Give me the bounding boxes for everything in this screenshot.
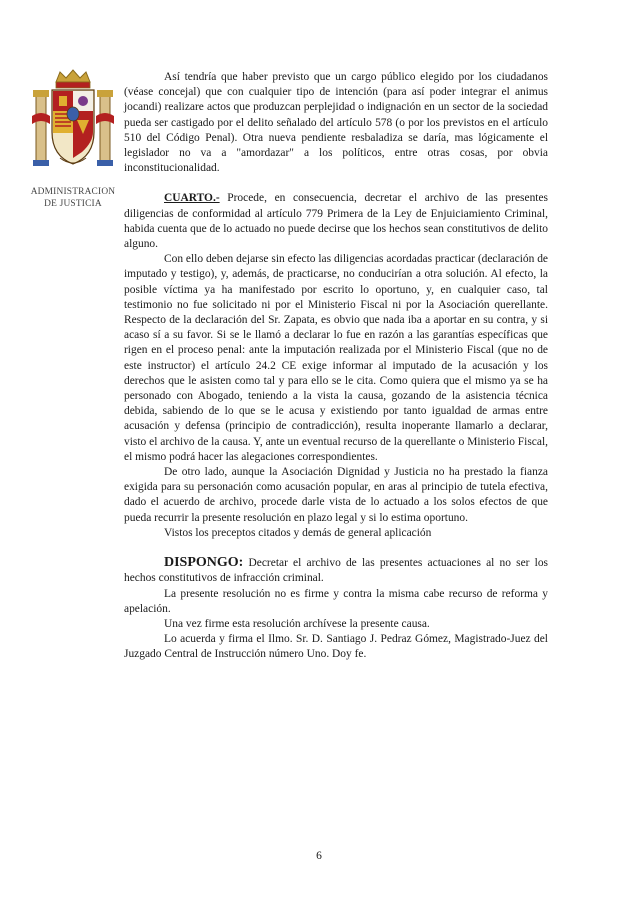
cuarto-heading: CUARTO.- bbox=[164, 192, 220, 205]
paragraph-cuarto bbox=[124, 191, 548, 252]
paragraph-3: De otro lado, aunque la Asociación Dignidad y Justicia no ha prestado la fianza exigida para su personación como acusación popular, en aras al principio de tutela efectiva, dado el acuerdo de archivo, procede darle vista de lo actuado a los solos efectos de que pueda recurrir la presente resolución en plazo legal y si lo estima oportuno. bbox=[124, 466, 548, 524]
coat-of-arms-icon bbox=[30, 68, 116, 180]
page-number: 6 bbox=[316, 850, 322, 862]
paragraph-6: Una vez firme esta resolución archívese la presente causa. bbox=[164, 617, 430, 630]
logo-line-1: ADMINISTRACION bbox=[30, 187, 116, 197]
paragraph-7: Lo acuerda y firma el Ilmo. Sr. D. Santiago J. Pedraz Gómez, Magistrado-Juez del Juzgado Central de Instrucción número Uno. Doy fe. bbox=[124, 633, 548, 661]
paragraph-5: La presente resolución no es firme y contra la misma cabe recurso de reforma y apelación. bbox=[124, 587, 548, 615]
cuarto-text: Procede, en consecuencia, decretar el archivo de las presentes diligencias de conformidad al artículo 779 Primera de la Ley de Enjuiciamiento Criminal, habida cuenta que de lo actuado no puede decirse que los hechos sean constitutivos de delito alguno. bbox=[124, 192, 548, 251]
dispongo-text: Decretar el archivo de las presentes actuaciones al no ser los hechos constitutivos de infracción criminal. bbox=[124, 557, 548, 585]
paragraph-4: Vistos los preceptos citados y demás de general aplicación bbox=[164, 526, 432, 539]
logo-caption bbox=[18, 186, 128, 210]
paragraph-dispongo bbox=[124, 555, 548, 586]
logo-line-2: DE JUSTICIA bbox=[44, 199, 102, 209]
paragraph-1: Así tendría que haber previsto que un cargo público elegido por los ciudadanos (véase concejal) que con cualquier tipo de intención (para así poder integrar el animus jocandi) realizare actos que produzcan perplejidad o indignación en un sector de la sociedad pueda ser castigado por el delito señalado del artículo 578 (o por los previstos en el artículo 510 del Código Penal). Otra nueva pendiente resbaladiza se daría, mas lógicamente el legislador no va a "amordazar" a los políticos, entre otras cosas, por obvia inconstitucionalidad. bbox=[124, 71, 548, 175]
administracion-justicia-logo bbox=[18, 68, 128, 218]
document-body bbox=[124, 70, 548, 663]
dispongo-heading: DISPONGO: bbox=[164, 555, 244, 571]
paragraph-2: Con ello deben dejarse sin efecto las diligencias acordadas practicar (declaración de imputado y testigo), y, además, de practicarse, no conducirían a otra solución. Al efecto, la posible víctima ya ha manifestado por escrito lo oportuno, y, en cualquier caso, tal testimonio no fue solicitado ni por el Ministerio Fiscal ni por la Asociación querellante. Respecto de la declaración del Sr. Zapata, es obvio que nada iba a aportar en su contra, y si acaso sí a su favor. Si se le llamó a declarar lo fue en razón a las garantías específicas que rigen en el proceso penal: ante la imputación realizada por el Ministerio Fiscal (que no de este instructor) el artículo 24.2 CE exige informar al imputado de la acusación y los derechos que le asisten como tal y para ello se le cita. Como quiera que el mismo ya se ha personado con Abogado, teniendo a la vista la causa, gozando de la asistencia técnica debida, sabiendo de lo que se le acusa y existiendo por tanto igualdad de armas entre acusación y defensa (principio de contradicción), resulta inoperante llamarlo a declarar, visto el archivo de la causa. Y, ante un eventual recurso de la querellante o Ministerio Fiscal, el mismo podrá hacer las alegaciones correspondientes. bbox=[124, 253, 548, 463]
